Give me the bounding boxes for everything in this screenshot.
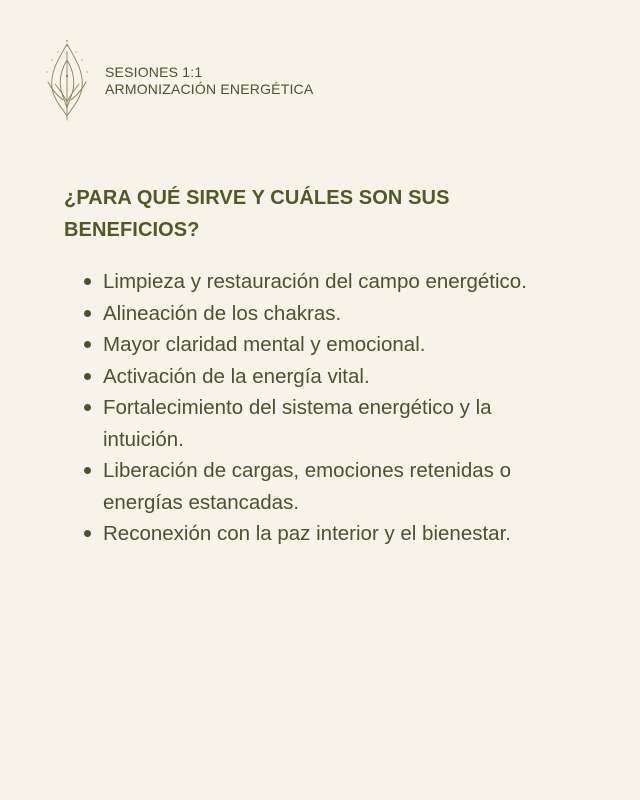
bullet-icon	[84, 278, 91, 285]
list-item-text: Liberación de cargas, emociones retenidas o energías estancadas.	[103, 459, 511, 514]
list-item-text: Reconexión con la paz interior y el bienestar.	[103, 522, 511, 545]
bullet-icon	[84, 530, 91, 537]
list-item-text: Mayor claridad mental y emocional.	[103, 333, 426, 356]
brand-label	[105, 64, 313, 98]
brand-line-2: ARMONIZACIÓN ENERGÉTICA	[105, 81, 314, 97]
bullet-icon	[84, 310, 91, 317]
list-item-text: Alineación de los chakras.	[103, 301, 342, 325]
bullet-icon	[84, 404, 91, 411]
list-item	[78, 266, 538, 298]
list-item-text: Limpieza y restauración del campo energético.	[103, 270, 527, 293]
list-item	[78, 455, 538, 518]
list-item	[78, 518, 538, 550]
list-item-text: Activación de la energía vital.	[103, 364, 370, 388]
benefits-list	[78, 266, 538, 550]
bullet-icon	[84, 341, 91, 348]
list-item-text: Fortalecimiento del sistema energético y la intuición.	[103, 396, 492, 451]
list-item	[78, 298, 538, 330]
feather-flame-icon	[44, 38, 90, 122]
bullet-icon	[84, 467, 91, 474]
list-item	[78, 392, 538, 455]
list-item	[78, 361, 538, 393]
list-item	[78, 329, 538, 361]
bullet-icon	[84, 373, 91, 380]
brand-line-1: SESIONES 1:1	[105, 64, 203, 80]
section-heading: ¿PARA QUÉ SIRVE Y CUÁLES SON SUS BENEFICIOS?	[64, 187, 450, 241]
